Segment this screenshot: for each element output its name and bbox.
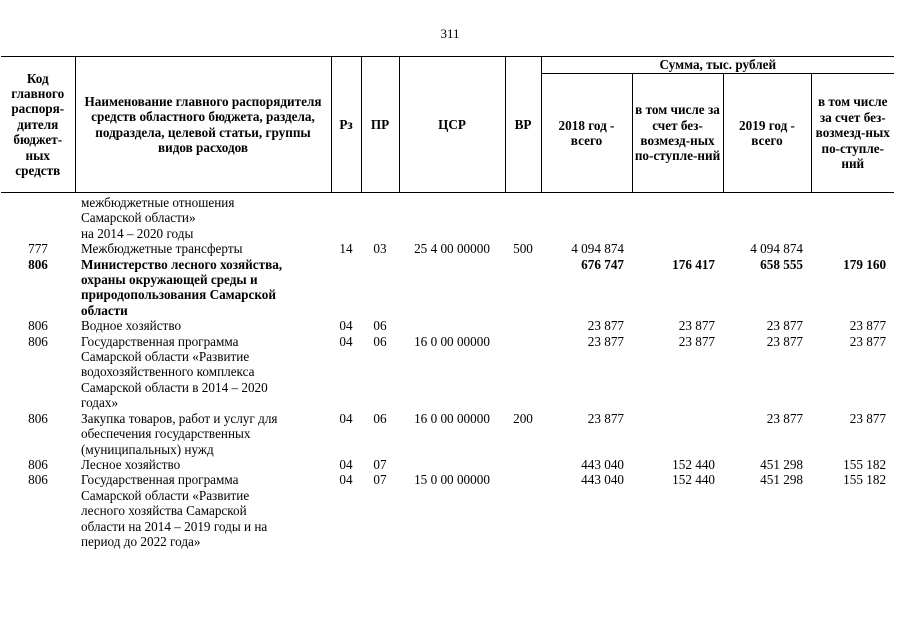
row-2019-total: 451 298 — [760, 456, 803, 472]
row-csr: 16 0 00 00000 — [414, 410, 490, 426]
row-2018-total — [541, 193, 632, 242]
row-vr — [505, 472, 541, 549]
row-2019-grants: 155 182 — [843, 456, 887, 472]
row-name — [75, 472, 331, 549]
budget-table — [1, 56, 894, 549]
row-2018-total: 23 877 — [587, 333, 624, 349]
row-csr — [399, 457, 505, 472]
header-2019-grants: в том числе за счет без-возмезд-ных по-ступле-ний — [811, 74, 894, 193]
row-name — [75, 457, 331, 472]
row-vr: 200 — [513, 410, 533, 426]
row-name-line: Самарской области «Развитие — [81, 349, 250, 365]
row-2019-total: 23 877 — [766, 410, 803, 426]
row-2018-grants: 176 417 — [672, 256, 715, 272]
row-code: 777 — [28, 241, 48, 257]
table-row — [1, 257, 894, 319]
row-csr: 25 4 00 00000 — [414, 241, 490, 257]
row-csr — [399, 318, 505, 333]
row-2018-total: 443 040 — [581, 472, 624, 488]
page-number: 311 — [440, 26, 460, 41]
row-rz: 14 — [339, 241, 353, 257]
header-2018-total: 2018 год - всего — [541, 74, 632, 193]
table-row — [1, 411, 894, 457]
row-2018-total: 676 747 — [581, 256, 624, 272]
header-csr: ЦСР — [399, 57, 505, 193]
row-rz: 04 — [339, 410, 353, 426]
row-name-line: межбюджетные отношения — [81, 195, 235, 210]
row-2019-grants: 179 160 — [843, 256, 887, 272]
header-2019-total: 2019 год - всего — [723, 74, 811, 193]
table-row — [1, 472, 894, 549]
row-pr: 03 — [373, 241, 387, 257]
row-2018-grants — [632, 193, 723, 242]
row-name-line: Государственная программа — [81, 472, 239, 488]
row-name-line: лесного хозяйства Самарской — [81, 503, 247, 519]
row-2018-grants: 152 440 — [672, 456, 715, 472]
row-2018-grants: 152 440 — [672, 472, 715, 488]
row-name-line: Лесное хозяйство — [81, 456, 181, 472]
header-vr: ВР — [505, 57, 541, 193]
row-name — [75, 334, 331, 411]
row-name-line: на 2014 – 2020 годы — [81, 225, 194, 241]
row-2019-total — [723, 193, 811, 242]
row-2019-total: 451 298 — [760, 472, 803, 488]
row-csr: 16 0 00 00000 — [414, 333, 490, 349]
row-name-line: Межбюджетные трансферты — [81, 241, 243, 257]
row-name-line: Закупка товаров, работ и услуг для — [81, 410, 278, 426]
row-name-line: Государственная программа — [81, 333, 239, 349]
row-2019-grants: 23 877 — [849, 410, 887, 426]
table-row — [1, 318, 894, 333]
header-pr: ПР — [361, 57, 399, 193]
row-code: 806 — [28, 256, 48, 272]
row-2018-grants: 23 877 — [678, 318, 715, 334]
row-pr: 06 — [373, 333, 387, 349]
row-rz — [331, 193, 361, 242]
row-name-line: Самарской области» — [81, 210, 196, 226]
row-2018-grants: 23 877 — [678, 333, 715, 349]
row-name-line: период до 2022 года» — [81, 533, 201, 549]
row-2019-grants: 155 182 — [843, 472, 887, 488]
row-vr — [505, 193, 541, 242]
row-rz — [331, 257, 361, 319]
row-2019-total: 23 877 — [766, 333, 803, 349]
row-name — [75, 257, 331, 319]
row-rz: 04 — [339, 318, 353, 334]
row-pr: 06 — [373, 318, 387, 334]
row-vr — [505, 257, 541, 319]
row-rz: 04 — [339, 472, 353, 488]
row-name-line: области — [81, 302, 128, 318]
row-name-line: Самарской области в 2014 – 2020 — [81, 379, 268, 395]
row-pr — [361, 257, 399, 319]
row-vr — [505, 334, 541, 411]
row-name-line: охраны окружающей среды и — [81, 272, 258, 288]
row-vr: 500 — [513, 241, 533, 257]
row-2018-grants — [632, 241, 723, 256]
table-row — [1, 457, 894, 472]
row-code: 806 — [28, 318, 48, 334]
row-pr — [361, 193, 399, 242]
table-row — [1, 334, 894, 411]
row-code: 806 — [28, 472, 48, 488]
header-name: Наименование главного распорядителя средств областного бюджета, раздела, подраздела, целевой статьи, группы видов расходов — [75, 57, 331, 193]
table-row — [1, 193, 894, 242]
row-vr — [505, 457, 541, 472]
row-2019-grants — [811, 193, 894, 242]
header-code: Код главного распоря-дителя бюджет-ных средств — [1, 57, 75, 193]
row-name — [75, 411, 331, 457]
row-2019-grants — [811, 241, 894, 256]
row-name — [75, 193, 331, 242]
row-pr: 06 — [373, 410, 387, 426]
row-csr — [399, 257, 505, 319]
row-pr: 07 — [373, 456, 387, 472]
row-name-line: годах» — [81, 395, 119, 411]
row-code — [1, 193, 75, 242]
header-sum-group: Сумма, тыс. рублей — [541, 57, 894, 74]
row-2019-total: 658 555 — [760, 256, 803, 272]
row-name-line: Самарской области «Развитие — [81, 487, 250, 503]
row-rz: 04 — [339, 456, 353, 472]
header-rz: Рз — [331, 57, 361, 193]
row-2019-total: 4 094 874 — [750, 241, 803, 257]
row-2018-grants — [632, 411, 723, 457]
row-2019-grants: 23 877 — [849, 333, 887, 349]
row-name-line: обеспечения государственных — [81, 426, 251, 442]
header-2018-grants: в том числе за счет без-возмезд-ных по-ступле-ний — [632, 74, 723, 193]
row-code: 806 — [28, 456, 48, 472]
row-name — [75, 241, 331, 256]
table-row — [1, 241, 894, 256]
row-csr — [399, 193, 505, 242]
row-2019-total: 23 877 — [766, 318, 803, 334]
row-csr: 15 0 00 00000 — [414, 472, 490, 488]
row-2018-total: 4 094 874 — [571, 241, 624, 257]
row-2019-grants: 23 877 — [849, 318, 887, 334]
row-rz: 04 — [339, 333, 353, 349]
row-2018-total: 23 877 — [587, 410, 624, 426]
row-name-line: Водное хозяйство — [81, 318, 182, 334]
row-code: 806 — [28, 410, 48, 426]
row-name-line: природопользования Самарской — [81, 287, 276, 303]
table-header — [1, 57, 894, 193]
row-name-line: (муниципальных) нужд — [81, 441, 214, 457]
row-2018-total: 443 040 — [581, 456, 624, 472]
row-name-line: области на 2014 – 2019 годы и на — [81, 518, 268, 534]
row-name-line: Министерство лесного хозяйства, — [81, 256, 283, 272]
row-name — [75, 318, 331, 333]
row-code: 806 — [28, 333, 48, 349]
row-name-line: водохозяйственного комплекса — [81, 364, 255, 380]
row-2018-total: 23 877 — [587, 318, 624, 334]
table-body — [1, 193, 894, 550]
row-vr — [505, 318, 541, 333]
row-pr: 07 — [373, 472, 387, 488]
